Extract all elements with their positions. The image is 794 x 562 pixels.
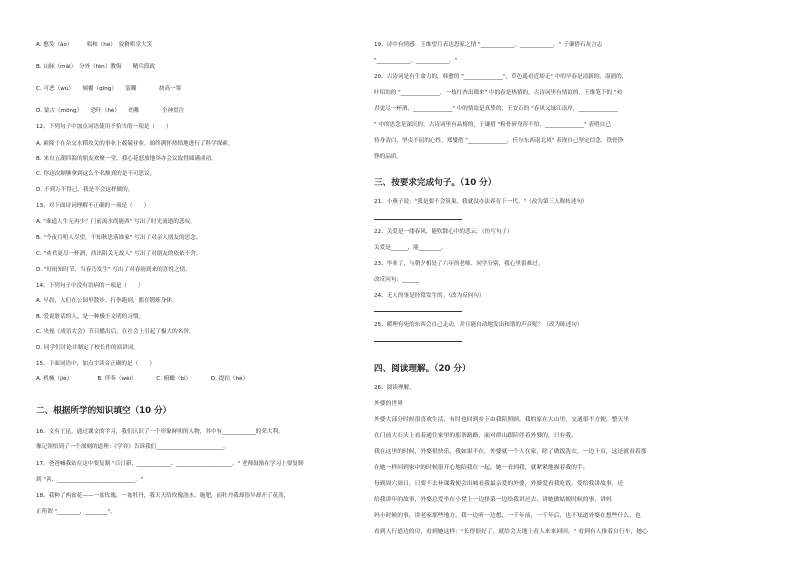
reading-line: 给我讲年的故事，外婆总爱坐在小凳上一边择菜一边给我讲过去，讲她做姑娘时候的事，讲妈 bbox=[374, 497, 612, 503]
question-line: 关爱是______，能________。 bbox=[374, 245, 447, 251]
question-26: 26、阅读理解。 bbox=[374, 385, 415, 391]
question-line: 正所谓 "________，________"。 bbox=[36, 509, 116, 515]
option-line: D. "好雨知时节，当春乃发生" 写出了对春雨到来的喜悦之情。 bbox=[36, 267, 191, 273]
question-line: 像记领悟到了一个深刻的道理：《学弈》告诉我们________________________。 bbox=[36, 444, 229, 450]
option-line: C. 你这次顺够拿到这么个名额真的是不可思议。 bbox=[36, 171, 156, 177]
option-line: B. 爱说脏话的人，是一种极不文明的习惯。 bbox=[36, 314, 145, 320]
question-16: 16、文有王昆，通过课文的学习，我们认识了一个形象鲜明的人物，其中有____________的荣大利。 bbox=[36, 429, 284, 435]
question-19: 19、诗中有情感：王维望月表达思家之情 "____________，____________。" 于谦借石灰言志 bbox=[374, 42, 603, 48]
reading-line: 看到人行道边的房，看到她这样："长得很好了，就给会天地上看人来来回回。" 看到有人推着自行车，她心 bbox=[374, 529, 648, 535]
question-line: 君更尽一杯酒，______________" 中的情谊是真挚的，王安石的 "春风又绿江南岸，______________ bbox=[374, 106, 618, 112]
option-line: D. 同学们讨论并制定了校长作的演讲词。 bbox=[36, 345, 139, 351]
reading-line: 每到周六周日，只要不去补课我便会出城看我最亲爱的外婆，外婆爱看我吃饭，爱给我讲故事，还 bbox=[374, 481, 624, 487]
question-line: 到 "善、____________________________。" bbox=[36, 477, 144, 483]
question-20: 20、古诗词是有生命力的，韩愈的 "______________"，草色遥看近却无" 中的早春是清新的、湿润的， bbox=[374, 74, 628, 80]
question-14: 14、下列句子中没有语病的一项是（ ） bbox=[36, 283, 144, 289]
question-12: 12、下列句子中加点词语使用不恰当的一项是（ ） bbox=[36, 124, 172, 130]
question-line: 改反问句：______ bbox=[374, 277, 419, 283]
question-line: "____________，____________。" bbox=[374, 58, 458, 64]
question-22: 22、关爱是一缕春风，能吹散心中的悲云。（仿写句子） bbox=[374, 229, 513, 235]
question-17: 17、爸爸喊我站在这中要复制 "百日新、____________、____________________。" 老师鼓励在学习上要复制 bbox=[36, 461, 304, 467]
question-line: " 中的思念是深沉的，古诗词里有品格的，于谦借 "粉骨碎身浑不怕，______________" 表明自己 bbox=[374, 122, 611, 128]
option-line: C. 央视《成语大会》节目播出后，在社会上引起了极大的名誉。 bbox=[36, 329, 195, 335]
reading-line: 外婆大部分时候很喜欢生活，有时也回到乡下由我陪照顾。我的家在大山里，交通很不方便，整天坐 bbox=[374, 417, 630, 423]
option-line: D. 不到万不得已，我是不会这样做的。 bbox=[36, 187, 134, 193]
section-2-title: 二、根据所学的知识填空（10 分） bbox=[36, 406, 172, 416]
option-line: C. 可恶（wù） 倾覆（qīng） 装糊 抉高一筹 bbox=[36, 86, 182, 92]
reading-line: 在她一样回到家中的时候很开心地陪我在一起。她一看到我，就紧紧地握着我的手。 bbox=[374, 465, 589, 471]
option-line: B. 山脉（mài） 分外（fèn）教悔 精兵简政 bbox=[36, 64, 156, 70]
answer-line bbox=[374, 341, 462, 342]
section-4-title: 四、阅读理解。（20 分） bbox=[374, 364, 471, 374]
option-line: A. 索隆千在杂交水稻攻关的事业上兢兢业业，始终满怀热情地进行了科学探索。 bbox=[36, 141, 234, 147]
reading-line: 妈小时候的事，讲老家那些地方。我一边听一边想，一千年前，一千年后，也不知道外婆在想些什么，也 bbox=[374, 513, 641, 519]
question-25: 25、暖理有死的东西会自己走动，并且能自动地发出和谐的声音呢？（改为陈述句） bbox=[374, 322, 583, 328]
question-13: 13、对下面诗词理解不正确的一项是（ ） bbox=[36, 203, 150, 209]
section-3-title: 三、按要求完成句子。（10 分） bbox=[374, 178, 497, 188]
question-18: 18、我种了两盆花——一盆玫瑰，一盆牡丹，我天天给玫瑰浇水，施肥，而牡丹我却很早却开了花茂， bbox=[36, 493, 290, 499]
option-line: A. 早晨，人们在公园里散步、打拳跑到，都在锻炼身体。 bbox=[36, 298, 178, 304]
option-line: D. 蒙古（mōng） 恐吓（hè） 幼稚 全神贯注 bbox=[36, 108, 185, 114]
question-line: 持身清白，坚贞不屈的心性，郑燮借 "______________，任尔东西南北风" 表现自己坚定信念，铁骨铮 bbox=[374, 138, 624, 144]
answer-line bbox=[374, 311, 462, 312]
reading-title: 外婆的世界 bbox=[374, 401, 403, 407]
question-15: 15、下面词语中，加点字读音正确的是（ ） bbox=[36, 361, 155, 367]
option-line: B. "今夜月明人尽望，不知秋思落谁家" 写出了对亲人朋友的思念。 bbox=[36, 235, 202, 241]
reading-line: 在门前大石头上看着通往家里的那条路路，面对群山跟陪伴着外婆的，只有我。 bbox=[374, 433, 577, 439]
option-line: A. 憨笑（ào） 唱和（hè） 狡猾哄堂大笑 bbox=[36, 42, 153, 48]
option-line: C. "劝君更尽一杯酒，西出阳关无故人" 写出了对朋友的依依不舍。 bbox=[36, 251, 202, 257]
question-line: 铮的品质。 bbox=[374, 154, 402, 160]
option-line: A. 机械（jiè） B. 伴奏（wèi） C. 俯瞰（bì） D. 提扣（hé） bbox=[36, 376, 249, 382]
question-23: 23、毕业了，与朝夕相处了六年的老师、同学分别，我心里很难过。 bbox=[374, 261, 544, 267]
question-line: 叶绍翁的 "______________，一枝红杏出墙来" 中的春是热情的，古诗词里有情谊的，王维笔下的 "劝 bbox=[374, 90, 622, 96]
option-line: A. "谁道人生无再少？门前流水尚能西" 写出了时光流逝的悲叹。 bbox=[36, 219, 196, 225]
option-line: B. 来自五湖四海的朋友欢聚一堂，我心花怒放地举办会议取得圆满成功。 bbox=[36, 156, 217, 162]
question-21: 21、小燕子说："我是要不会筑巢，我就没办法养育下一代。"（改为第三人称转述句） bbox=[374, 199, 588, 205]
answer-line bbox=[374, 219, 462, 220]
question-24: 24、无人的事是经常发生的。（改为反问句） bbox=[374, 293, 485, 299]
reading-line: 我在这里的时候，外婆很快乐，我如果不在，外婆就一个人在家，除了做饭洗衣，一边十页，这还就看着那 bbox=[374, 449, 647, 455]
